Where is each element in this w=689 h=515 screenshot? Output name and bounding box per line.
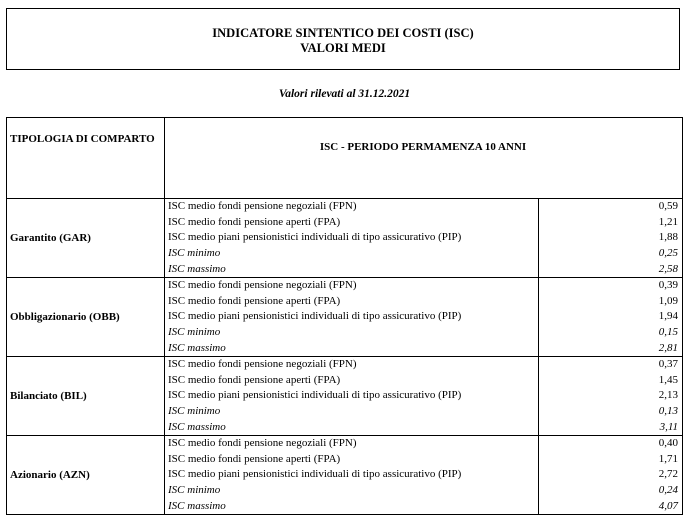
isc-row-label: ISC massimo (165, 340, 539, 356)
isc-row-value: 1,21 (539, 215, 683, 231)
isc-row-value: 0,37 (539, 356, 683, 372)
isc-row-label: ISC minimo (165, 483, 539, 499)
isc-row-value: 0,40 (539, 435, 683, 451)
isc-row-label: ISC minimo (165, 325, 539, 341)
table-row (7, 435, 683, 451)
isc-row-label: ISC minimo (165, 246, 539, 262)
isc-row-value: 1,45 (539, 373, 683, 389)
isc-row-value: 0,24 (539, 483, 683, 499)
document-title: INDICATORE SINTENTICO DEI COSTI (ISC) (212, 26, 474, 40)
isc-row-label: ISC medio piani pensionistici individuali di tipo assicurativo (PIP) (165, 467, 539, 483)
document-title-box (6, 8, 680, 70)
document-title-sub: VALORI MEDI (300, 41, 386, 55)
isc-row-label: ISC medio fondi pensione negoziali (FPN) (165, 435, 539, 451)
isc-row-label: ISC medio fondi pensione negoziali (FPN) (165, 356, 539, 372)
isc-row-value: 0,39 (539, 277, 683, 293)
isc-row-value: 3,11 (539, 419, 683, 435)
isc-table (6, 117, 683, 515)
isc-row-value: 4,07 (539, 498, 683, 514)
valuation-date: Valori rilevati al 31.12.2021 (278, 88, 411, 100)
isc-row-value: 2,58 (539, 261, 683, 277)
isc-row-label: ISC massimo (165, 261, 539, 277)
category-name: Azionario (AZN) (7, 435, 165, 514)
isc-row-label: ISC medio fondi pensione aperti (FPA) (165, 373, 539, 389)
isc-row-value: 0,15 (539, 325, 683, 341)
isc-row-label: ISC medio fondi pensione negoziali (FPN) (165, 277, 539, 293)
isc-row-value: 0,13 (539, 404, 683, 420)
isc-row-label: ISC medio fondi pensione aperti (FPA) (165, 294, 539, 310)
isc-row-label: ISC minimo (165, 404, 539, 420)
table-row (7, 356, 683, 372)
header-tipologia: TIPOLOGIA DI COMPARTO (7, 118, 165, 199)
isc-row-value: 0,25 (539, 246, 683, 262)
isc-row-label: ISC medio fondi pensione aperti (FPA) (165, 215, 539, 231)
isc-row-value: 1,94 (539, 309, 683, 325)
header-isc-period: ISC - PERIODO PERMAMENZA 10 ANNI (165, 118, 683, 199)
table-row (7, 277, 683, 293)
isc-table-body (7, 118, 683, 515)
isc-row-label: ISC medio fondi pensione negoziali (FPN) (165, 199, 539, 215)
isc-row-value: 2,72 (539, 467, 683, 483)
isc-row-label: ISC medio piani pensionistici individuali di tipo assicurativo (PIP) (165, 309, 539, 325)
isc-row-label: ISC medio piani pensionistici individuali di tipo assicurativo (PIP) (165, 230, 539, 246)
table-row (7, 199, 683, 215)
isc-row-value: 1,71 (539, 452, 683, 468)
isc-row-value: 1,88 (539, 230, 683, 246)
isc-row-value: 0,59 (539, 199, 683, 215)
isc-row-value: 2,81 (539, 340, 683, 356)
category-name: Bilanciato (BIL) (7, 356, 165, 435)
isc-row-value: 2,13 (539, 388, 683, 404)
isc-row-value: 1,09 (539, 294, 683, 310)
category-name: Garantito (GAR) (7, 199, 165, 278)
table-header-row (7, 118, 683, 199)
isc-row-label: ISC massimo (165, 419, 539, 435)
category-name: Obbligazionario (OBB) (7, 277, 165, 356)
isc-row-label: ISC medio piani pensionistici individuali di tipo assicurativo (PIP) (165, 388, 539, 404)
isc-row-label: ISC massimo (165, 498, 539, 514)
isc-row-label: ISC medio fondi pensione aperti (FPA) (165, 452, 539, 468)
